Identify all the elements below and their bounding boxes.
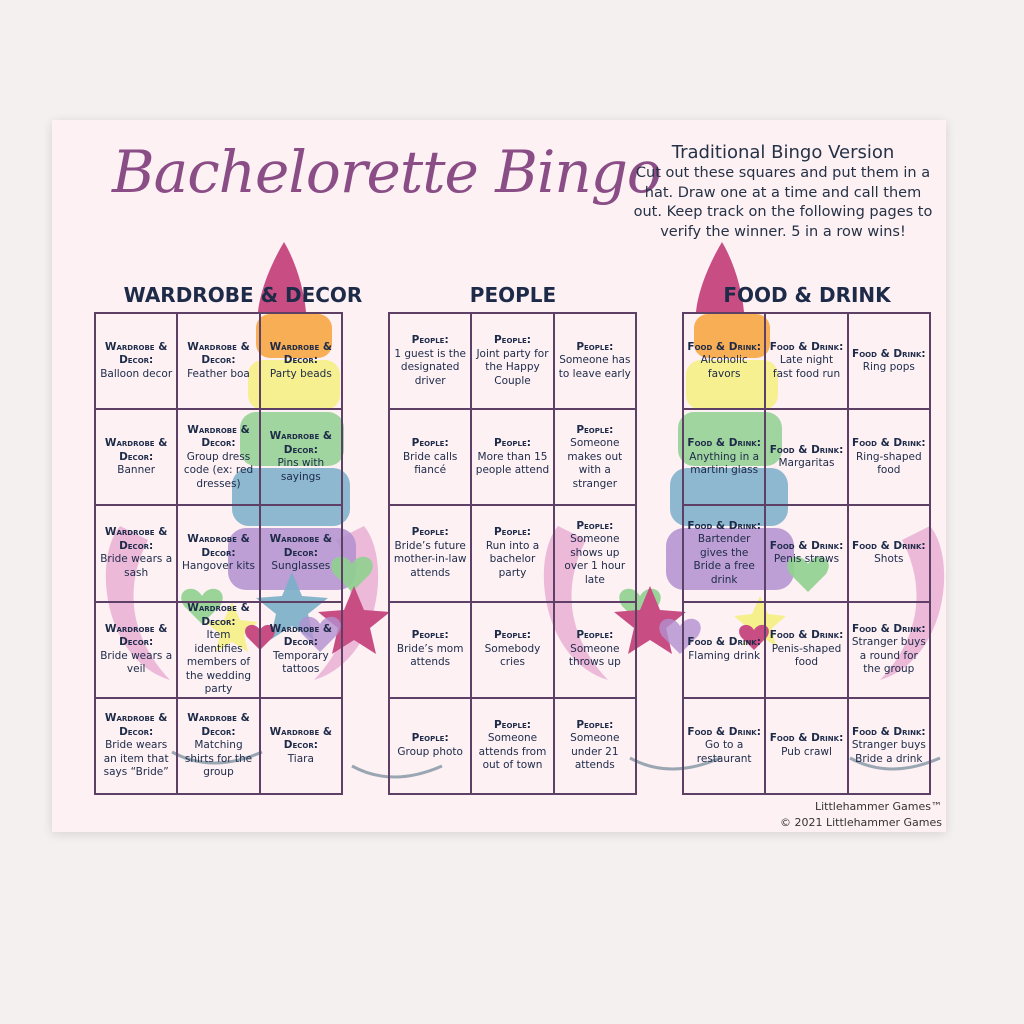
bingo-square <box>848 505 930 601</box>
bingo-square-content <box>397 732 463 759</box>
bingo-square-text: Someone makes out with a stranger <box>567 437 623 490</box>
bingo-square-text: Tiara <box>287 752 314 765</box>
bingo-square <box>471 313 553 409</box>
bingo-square-content <box>475 334 549 388</box>
bingo-square-category: Food & Drink: <box>852 622 926 635</box>
bingo-square-category: Food & Drink: <box>687 725 761 738</box>
bingo-square-text: Someone throws up <box>568 642 621 669</box>
bingo-square <box>683 409 765 505</box>
bingo-square-text: Pins with sayings <box>277 457 325 483</box>
bingo-square-category: Food & Drink: <box>852 725 926 738</box>
bingo-square-text: Matching shirts for the group <box>184 739 253 779</box>
bingo-square <box>389 698 471 794</box>
bingo-square-text: Someone attends from out of town <box>478 732 547 772</box>
bingo-square-category: Wardrobe & Decor: <box>187 423 250 450</box>
bingo-square-content <box>99 623 173 677</box>
bingo-square-text: Bride wears an item that says “Bride” <box>103 739 169 779</box>
bingo-square <box>848 602 930 698</box>
bingo-square <box>95 409 177 505</box>
bingo-square-text: Go to a restaurant <box>696 739 752 765</box>
bingo-square-text: Group dress code (ex: red dresses) <box>183 450 254 490</box>
bingo-square-content <box>181 712 255 780</box>
bingo-square-content <box>687 341 761 382</box>
footer-copyright: © 2021 Littlehammer Games <box>779 816 942 829</box>
bingo-square-category: Wardrobe & Decor: <box>269 430 333 456</box>
bingo-square <box>765 698 847 794</box>
bingo-square-category: People: <box>576 423 614 436</box>
bingo-square-category: Food & Drink: <box>852 347 926 360</box>
bingo-square-content <box>558 629 632 670</box>
bingo-square-text: Bride calls fiancé <box>402 450 458 477</box>
bingo-square-category: People: <box>493 437 531 450</box>
bingo-square <box>389 505 471 601</box>
bingo-square <box>683 313 765 409</box>
bingo-square-content <box>769 629 843 670</box>
bingo-square <box>554 409 636 505</box>
bingo-square-content <box>181 602 255 697</box>
bingo-square <box>848 698 930 794</box>
bingo-square <box>471 602 553 698</box>
bingo-square-category: Wardrobe & Decor: <box>187 712 250 738</box>
bingo-grid-wardrobe-decor <box>94 312 343 795</box>
bingo-square-content <box>264 533 338 574</box>
bingo-square-content <box>770 540 844 567</box>
bingo-square-category: Wardrobe & Decor: <box>104 622 168 649</box>
bingo-square-category: Food & Drink: <box>687 340 761 353</box>
bingo-grid-people <box>388 312 637 795</box>
bingo-square-category: People: <box>411 334 449 347</box>
bingo-square-category: Food & Drink: <box>769 340 844 353</box>
bingo-square <box>260 698 342 794</box>
bingo-square <box>765 602 847 698</box>
bingo-square-text: Bride’s future mother-in-law attends <box>393 539 467 579</box>
bingo-square-content <box>687 437 761 478</box>
bingo-square <box>260 409 342 505</box>
bingo-square-text: Stranger buys a round for the group <box>851 636 926 676</box>
page-title: Bachelorette Bingo <box>112 138 661 206</box>
instructions-body: Cut out these squares and put them in a hat. Draw one at a time and call them out. Keep track on the following pages to verify the winner. 5 in a row wins! <box>633 165 933 240</box>
bingo-square-text: Margaritas <box>778 457 835 470</box>
bingo-square <box>177 698 259 794</box>
bingo-square-content <box>181 533 255 574</box>
bingo-square-category: People: <box>576 629 614 642</box>
bingo-square <box>554 602 636 698</box>
bingo-square-content <box>558 424 632 492</box>
column-heading-wardrobe-decor: WARDROBE & DECOR <box>123 283 363 307</box>
bingo-square-text: Bartender gives the Bride a free drink <box>693 533 755 586</box>
column-heading-food-drink: FOOD & DRINK <box>723 283 891 307</box>
bingo-square-text: Penis-shaped food <box>771 642 842 669</box>
bingo-square-content <box>475 526 549 580</box>
bingo-square <box>95 505 177 601</box>
bingo-square-text: Sunglasses <box>271 560 331 573</box>
bingo-square <box>848 313 930 409</box>
bingo-square-text: Anything in a martini glass <box>689 450 760 477</box>
bingo-square-category: Food & Drink: <box>769 732 844 745</box>
bingo-square <box>177 602 259 698</box>
bingo-square-text: Ring-shaped food <box>855 450 922 477</box>
bingo-square-category: Wardrobe & Decor: <box>104 340 168 367</box>
bingo-square <box>389 409 471 505</box>
bingo-square-category: Food & Drink: <box>687 437 761 450</box>
bingo-square-content <box>475 629 549 670</box>
bingo-square-category: Food & Drink: <box>687 636 761 649</box>
bingo-square-content <box>558 719 632 773</box>
bingo-square-content <box>393 334 467 388</box>
bingo-square-category: Food & Drink: <box>769 539 844 552</box>
bingo-card <box>52 120 946 832</box>
bingo-square-content <box>852 437 926 478</box>
bingo-square-category: People: <box>493 629 531 642</box>
bingo-square-text: Someone under 21 attends <box>570 732 620 772</box>
bingo-square-text: Alcoholic favors <box>700 354 748 380</box>
bingo-square-content <box>264 341 338 382</box>
bingo-square-content <box>99 437 173 478</box>
bingo-square <box>177 505 259 601</box>
bingo-square-text: Pub crawl <box>781 745 832 758</box>
bingo-square-category: Food & Drink: <box>769 443 844 456</box>
bingo-square <box>554 505 636 601</box>
bingo-square-content <box>852 348 926 375</box>
bingo-square <box>471 409 553 505</box>
bingo-square <box>260 602 342 698</box>
bingo-square-category: People: <box>411 526 449 539</box>
bingo-square <box>471 505 553 601</box>
bingo-square-content <box>558 520 632 588</box>
bingo-square-text: Stranger buys Bride a drink <box>851 739 926 765</box>
bingo-square-text: Banner <box>117 464 156 477</box>
bingo-square-category: People: <box>493 334 531 347</box>
bingo-square-content <box>558 341 632 382</box>
bingo-square-text: Group photo <box>397 745 463 758</box>
bingo-square <box>389 602 471 698</box>
bingo-square-category: People: <box>576 519 614 532</box>
bingo-square <box>95 698 177 794</box>
bingo-square-content <box>770 732 844 759</box>
bingo-square <box>95 602 177 698</box>
bingo-square-text: Temporary tattoos <box>272 649 329 676</box>
bingo-square-content <box>852 623 926 677</box>
bingo-square-category: Wardrobe & Decor: <box>187 533 250 559</box>
bingo-square-content <box>687 726 761 767</box>
bingo-square <box>765 313 847 409</box>
bingo-square-text: Someone has to leave early <box>558 354 631 380</box>
bingo-square <box>765 409 847 505</box>
bingo-square-category: Food & Drink: <box>687 519 761 532</box>
bingo-square-content <box>393 526 467 580</box>
bingo-square <box>848 409 930 505</box>
footer-brand: Littlehammer Games™ <box>814 800 942 813</box>
bingo-square-text: Shots <box>874 553 904 566</box>
bingo-square-category: People: <box>411 732 449 745</box>
bingo-square-text: Penis straws <box>773 553 840 566</box>
bingo-square-category: Wardrobe & Decor: <box>104 712 168 738</box>
bingo-square <box>177 409 259 505</box>
bingo-square-content <box>393 437 467 478</box>
bingo-square-category: People: <box>411 437 449 450</box>
bingo-square-text: 1 guest is the designated driver <box>394 347 466 387</box>
bingo-square <box>260 313 342 409</box>
bingo-square-category: Wardrobe & Decor: <box>269 340 333 367</box>
bingo-square <box>683 698 765 794</box>
bingo-square-category: People: <box>576 340 614 353</box>
bingo-square-content <box>852 540 926 567</box>
bingo-square-content <box>687 520 761 588</box>
bingo-square-content <box>264 623 338 677</box>
column-heading-people: PEOPLE <box>469 283 557 307</box>
bingo-square-category: People: <box>493 718 531 731</box>
instructions <box>632 142 934 242</box>
bingo-square <box>765 505 847 601</box>
bingo-square-content <box>393 629 467 670</box>
bingo-square-category: Wardrobe & Decor: <box>104 437 168 463</box>
bingo-square-content <box>99 526 173 580</box>
bingo-square-text: Item identifies members of the wedding party <box>185 629 252 696</box>
bingo-square-content <box>264 726 338 767</box>
bingo-square-category: Wardrobe & Decor: <box>269 533 333 559</box>
bingo-square <box>260 505 342 601</box>
bingo-square-category: Food & Drink: <box>852 437 926 450</box>
bingo-square-text: Balloon decor <box>100 367 173 380</box>
bingo-square-content <box>99 341 173 382</box>
bingo-square-text: Bride wears a veil <box>100 649 173 676</box>
bingo-square-text: Late night fast food run <box>772 354 841 380</box>
instructions-heading: Traditional Bingo Version <box>671 142 895 163</box>
bingo-square-text: Feather boa <box>187 367 250 380</box>
bingo-square-text: Run into a bachelor party <box>485 539 540 579</box>
bingo-square-category: Wardrobe & Decor: <box>187 340 250 367</box>
bingo-square-text: Someone shows up over 1 hour late <box>564 533 626 586</box>
bingo-square-text: Party beads <box>269 367 332 380</box>
bingo-square-category: Wardrobe & Decor: <box>269 622 333 649</box>
bingo-square <box>683 505 765 601</box>
bingo-square-content <box>181 424 255 492</box>
bingo-square-category: Wardrobe & Decor: <box>104 526 168 552</box>
bingo-square-text: Joint party for the Happy Couple <box>476 347 549 387</box>
bingo-square-content <box>475 719 549 773</box>
bingo-square-content <box>475 437 549 478</box>
bingo-square-content <box>181 341 255 382</box>
bingo-square-category: Wardrobe & Decor: <box>187 602 250 628</box>
bingo-square-category: Food & Drink: <box>769 629 844 642</box>
bingo-square-category: People: <box>493 526 531 539</box>
bingo-square-category: Food & Drink: <box>852 539 926 552</box>
bingo-square <box>389 313 471 409</box>
bingo-square <box>177 313 259 409</box>
bingo-square-text: Somebody cries <box>484 642 541 669</box>
bingo-square-category: People: <box>411 629 449 642</box>
bingo-square-text: Ring pops <box>862 361 915 374</box>
bingo-square-content <box>99 712 173 780</box>
bingo-square-text: More than 15 people attend <box>475 450 550 477</box>
bingo-square-text: Hangover kits <box>181 560 255 573</box>
bingo-square <box>554 698 636 794</box>
bingo-square-text: Bride’s mom attends <box>396 642 464 669</box>
bingo-square-text: Bride wears a sash <box>100 553 173 579</box>
bingo-square <box>471 698 553 794</box>
bingo-square-content <box>852 726 926 767</box>
bingo-square <box>95 313 177 409</box>
bingo-grid-food-drink <box>682 312 931 795</box>
bingo-square-content <box>769 341 843 382</box>
bingo-square-category: People: <box>576 718 614 731</box>
bingo-square <box>554 313 636 409</box>
bingo-square-content <box>687 636 761 663</box>
bingo-square-content <box>770 444 844 471</box>
bingo-square-text: Flaming drink <box>688 649 761 662</box>
bingo-square <box>683 602 765 698</box>
bingo-square-content <box>264 430 338 484</box>
bingo-square-category: Wardrobe & Decor: <box>269 725 333 752</box>
